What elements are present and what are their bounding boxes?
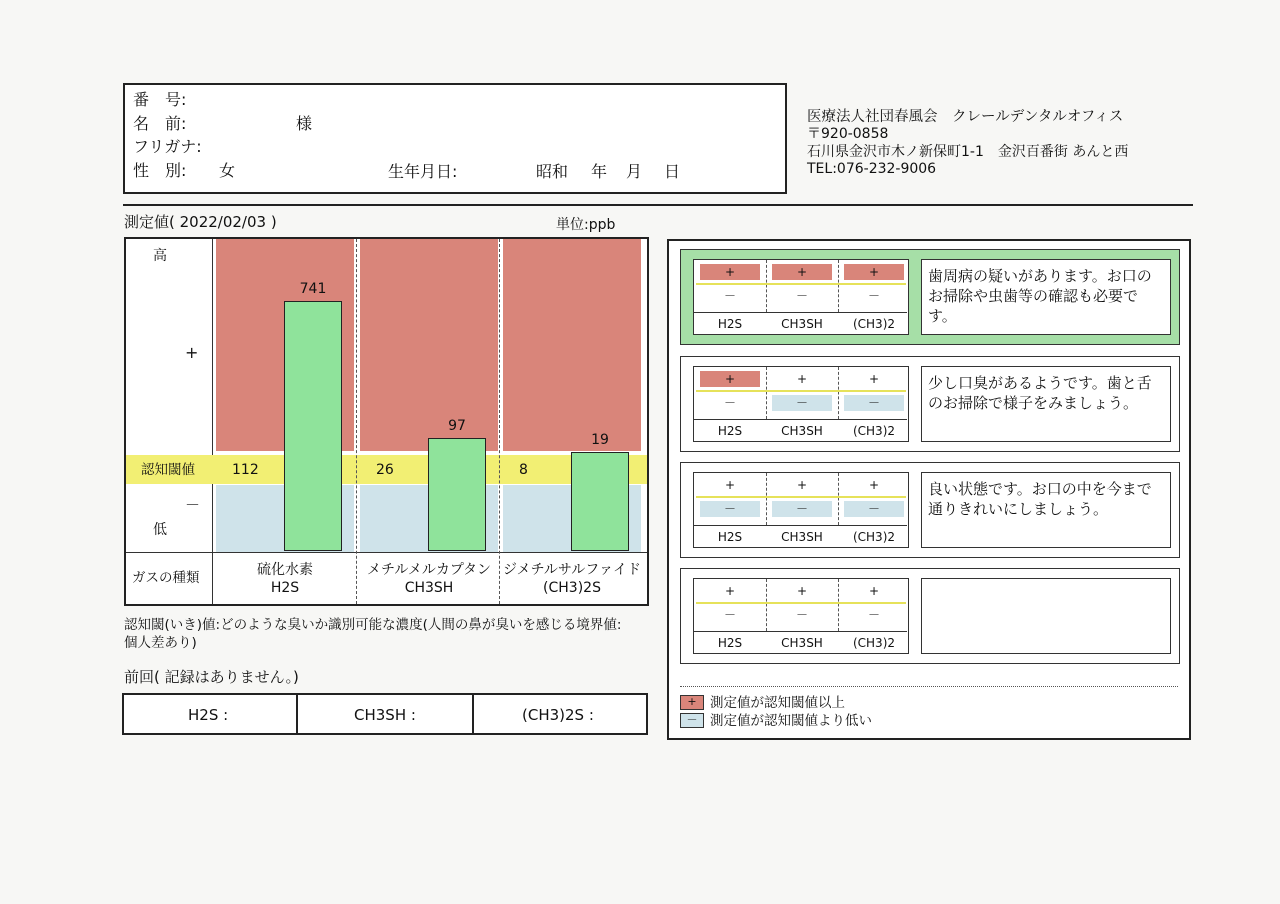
- dob-year-unit: 年: [591, 162, 608, 181]
- above-zone-2: [503, 239, 641, 451]
- axis-divider: [212, 239, 213, 552]
- bar-1: [428, 438, 486, 551]
- pattern-label-1-0: H2S: [717, 424, 743, 438]
- pattern-minus-1-1: －: [772, 395, 832, 411]
- pattern-plus-3-1: +: [796, 584, 808, 598]
- category-label-0-line2: H2S: [270, 580, 300, 596]
- pattern-col-divider-3-2: [838, 579, 839, 631]
- sex-label: 性 別:: [133, 161, 187, 180]
- pattern-col-divider-0-2: [838, 260, 839, 312]
- pattern-label-line-3: [694, 631, 907, 632]
- pattern-label-0-1: CH3SH: [781, 317, 823, 331]
- pattern-table-0: [693, 259, 909, 335]
- pattern-label-3-0: H2S: [717, 636, 743, 650]
- pattern-minus-3-2: －: [867, 608, 880, 622]
- dob-day-unit: 日: [664, 162, 681, 181]
- header-separator: [123, 204, 1193, 206]
- pattern-minus-1-2: －: [844, 395, 904, 411]
- previous-divider-1: [296, 693, 298, 735]
- legend-above-swatch: [680, 695, 704, 710]
- measurement-title: 測定値( 2022/02/03 ): [124, 213, 277, 231]
- column-divider-2: [499, 239, 500, 604]
- number-label: 番 号:: [133, 90, 187, 109]
- pattern-minus-1-0: －: [723, 396, 736, 410]
- bar-value-label-2: 19: [591, 432, 609, 448]
- pattern-col-divider-0-1: [766, 260, 767, 312]
- pattern-minus-2-0: －: [700, 501, 760, 517]
- category-label-2-line2: (CH3)2S: [543, 580, 601, 596]
- pattern-label-1-2: (CH3)2: [852, 424, 896, 438]
- pattern-minus-0-1: －: [795, 289, 808, 303]
- name-suffix: 様: [296, 114, 313, 133]
- legend-below-text: 測定値が認知閾値より低い: [710, 713, 872, 729]
- pattern-label-2-1: CH3SH: [781, 530, 823, 544]
- axis-plus-label: +: [185, 343, 199, 362]
- name-label: 名 前:: [133, 114, 187, 133]
- pattern-plus-2-2: +: [868, 478, 880, 492]
- pattern-label-3-2: (CH3)2: [852, 636, 896, 650]
- pattern-plus-0-0: +: [700, 264, 760, 280]
- pattern-col-divider-2-2: [838, 473, 839, 525]
- pattern-col-divider-3-1: [766, 579, 767, 631]
- pattern-plus-3-2: +: [868, 584, 880, 598]
- pattern-label-line-2: [694, 525, 907, 526]
- legend-minus-sign: －: [686, 713, 698, 726]
- threshold-value-0: 112: [232, 462, 259, 478]
- bar-0: [284, 301, 342, 551]
- column-divider-1: [356, 239, 357, 604]
- threshold-value-1: 26: [376, 462, 394, 478]
- pattern-label-line-0: [694, 312, 907, 313]
- category-label-0-line1: 硫化水素: [257, 562, 313, 578]
- pattern-minus-3-0: －: [723, 608, 736, 622]
- diagnosis-message-2: 良い状態です。お口の中を今まで通りきれいにしましょう。: [921, 472, 1171, 548]
- gas-axis-divider: [212, 552, 213, 604]
- axis-low-label: 低: [153, 522, 167, 538]
- pattern-plus-2-0: +: [724, 478, 736, 492]
- legend-separator: [680, 686, 1178, 687]
- pattern-threshold-line-2: [696, 496, 906, 498]
- diagnosis-message-0: 歯周病の疑いがあります。お口のお掃除や虫歯等の確認も必要です。: [921, 259, 1171, 335]
- sex-value: 女: [219, 161, 236, 180]
- pattern-col-divider-1-2: [838, 367, 839, 419]
- pattern-plus-1-1: +: [796, 372, 808, 386]
- dob-label: 生年月日:: [388, 162, 458, 181]
- pattern-minus-0-0: －: [723, 289, 736, 303]
- gas-row-line: [126, 552, 647, 553]
- axis-minus-label: －: [185, 496, 201, 514]
- previous-cell-ch32s: (CH3)2S :: [522, 706, 594, 724]
- threshold-note-line1: 認知閾(いき)値:どのような臭いか識別可能な濃度(人間の鼻が臭いを感じる境界値:: [124, 617, 622, 633]
- pattern-minus-2-1: －: [772, 501, 832, 517]
- clinic-address: 石川県金沢市木ノ新保町1-1 金沢百番街 あんと西: [807, 144, 1129, 160]
- threshold-label: 認知閾値: [141, 462, 195, 478]
- pattern-label-line-1: [694, 419, 907, 420]
- threshold-value-2: 8: [519, 462, 528, 478]
- clinic-postal: 〒920-0858: [807, 126, 889, 142]
- gas-type-label: ガスの種類: [132, 570, 200, 586]
- pattern-plus-2-1: +: [796, 478, 808, 492]
- diagnosis-message-3: [921, 578, 1171, 654]
- pattern-label-2-2: (CH3)2: [852, 530, 896, 544]
- legend-below-swatch: [680, 713, 704, 728]
- diagnosis-message-1: 少し口臭があるようです。歯と舌のお掃除で様子をみましょう。: [921, 366, 1171, 442]
- dob-month-unit: 月: [626, 162, 643, 181]
- pattern-col-divider-1-1: [766, 367, 767, 419]
- pattern-label-0-2: (CH3)2: [852, 317, 896, 331]
- chart-area: [126, 239, 647, 604]
- previous-cell-ch3sh: CH3SH :: [354, 706, 416, 724]
- pattern-plus-0-1: +: [772, 264, 832, 280]
- previous-title: 前回( 記録はありません。): [124, 668, 299, 686]
- pattern-table-1: [693, 366, 909, 442]
- pattern-minus-3-1: －: [795, 608, 808, 622]
- legend-above-text: 測定値が認知閾値以上: [710, 695, 845, 711]
- pattern-plus-3-0: +: [724, 584, 736, 598]
- pattern-threshold-line-0: [696, 283, 906, 285]
- clinic-name: 医療法人社団春風会 クレールデンタルオフィス: [807, 109, 1124, 125]
- pattern-label-3-1: CH3SH: [781, 636, 823, 650]
- pattern-col-divider-2-1: [766, 473, 767, 525]
- category-label-2-line1: ジメチルサルファイド: [503, 562, 641, 578]
- dob-era: 昭和: [536, 162, 569, 181]
- pattern-plus-1-2: +: [868, 372, 880, 386]
- axis-high-label: 高: [153, 248, 167, 264]
- pattern-plus-0-2: +: [844, 264, 904, 280]
- previous-divider-2: [472, 693, 474, 735]
- pattern-minus-0-2: －: [867, 289, 880, 303]
- pattern-plus-1-0: +: [700, 371, 760, 387]
- pattern-table-3: [693, 578, 909, 654]
- bar-2: [571, 452, 629, 551]
- pattern-minus-2-2: －: [844, 501, 904, 517]
- bar-value-label-1: 97: [448, 418, 466, 434]
- legend-plus-sign: +: [687, 695, 697, 708]
- threshold-note-line2: 個人差あり): [124, 635, 197, 651]
- pattern-table-2: [693, 472, 909, 548]
- furigana-label: フリガナ:: [133, 137, 202, 156]
- pattern-threshold-line-3: [696, 602, 906, 604]
- bar-value-label-0: 741: [299, 281, 327, 297]
- previous-cell-h2s: H2S :: [188, 706, 229, 724]
- pattern-label-1-1: CH3SH: [781, 424, 823, 438]
- measurement-unit: 単位:ppb: [556, 217, 616, 233]
- pattern-label-0-0: H2S: [717, 317, 743, 331]
- pattern-threshold-line-1: [696, 390, 906, 392]
- category-label-1-line2: CH3SH: [404, 580, 454, 596]
- pattern-label-2-0: H2S: [717, 530, 743, 544]
- clinic-tel: TEL:076-232-9006: [807, 161, 937, 177]
- category-label-1-line1: メチルメルカプタン: [367, 562, 491, 578]
